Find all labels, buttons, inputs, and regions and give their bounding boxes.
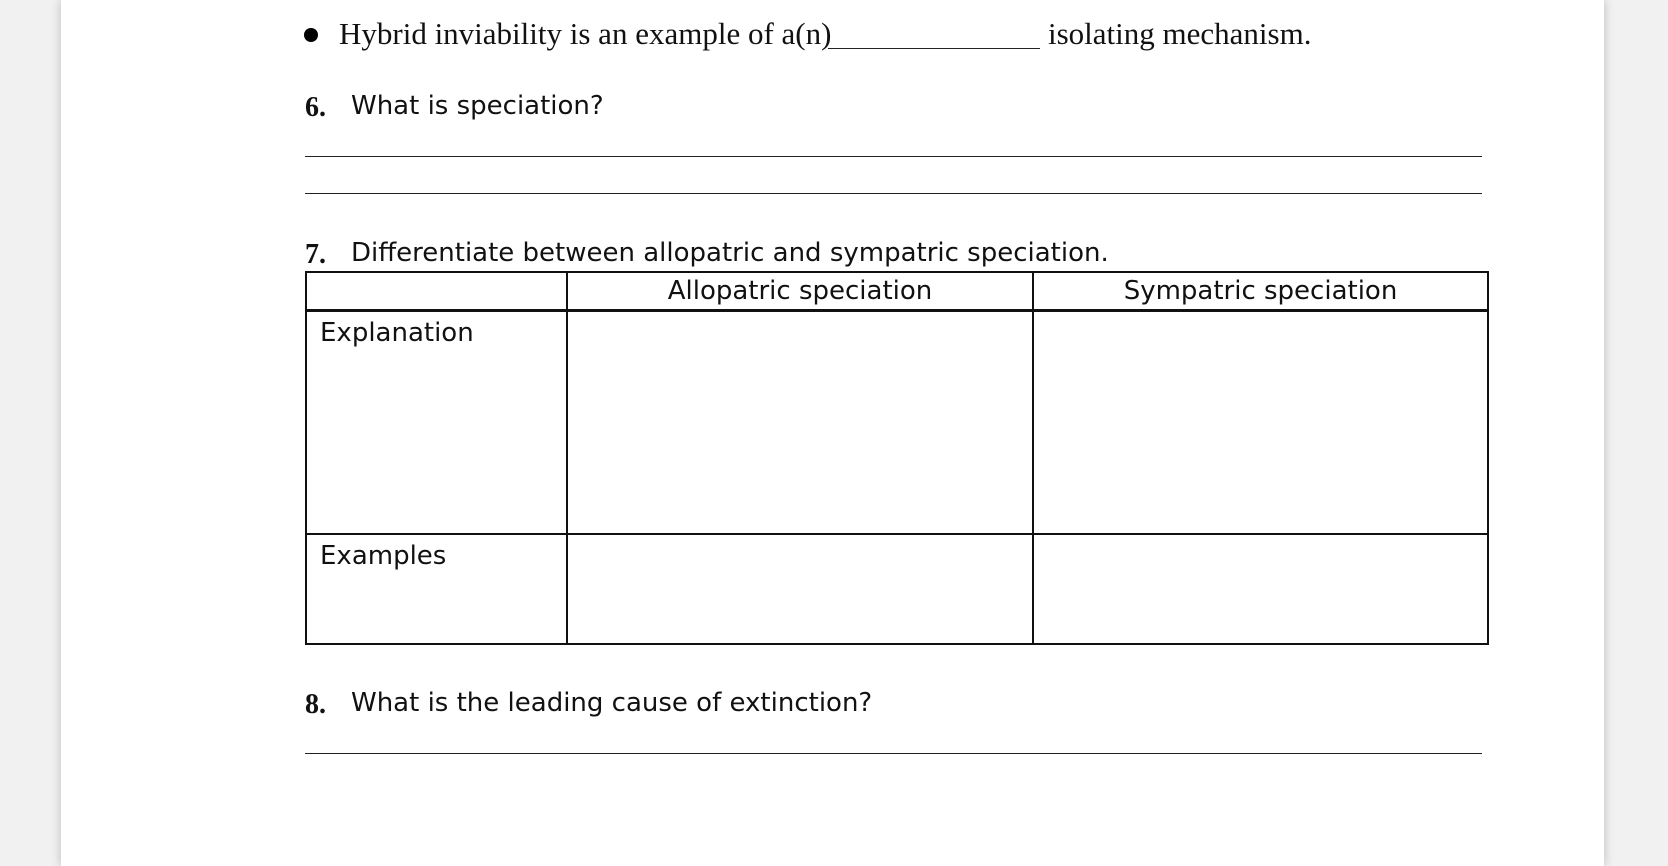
header-sympatric: Sympatric speciation xyxy=(1033,272,1488,311)
cell-examples-allopatric[interactable] xyxy=(567,534,1033,645)
fill-in-blank-line[interactable] xyxy=(828,48,1040,49)
answer-line-q6-1[interactable] xyxy=(305,156,1482,157)
answer-line-q6-2[interactable] xyxy=(305,193,1482,194)
question-8-number: 8. xyxy=(305,689,326,720)
header-empty-cell xyxy=(306,272,567,311)
answer-line-q8-1[interactable] xyxy=(305,753,1482,754)
question-7-number: 7. xyxy=(305,239,326,270)
question-6-text: What is speciation? xyxy=(351,91,604,121)
question-6-number: 6. xyxy=(305,92,326,123)
row-label-examples: Examples xyxy=(306,534,567,645)
document-page xyxy=(61,0,1604,866)
row-label-explanation: Explanation xyxy=(306,311,567,534)
table-row-explanation xyxy=(306,311,1488,534)
cell-examples-sympatric[interactable] xyxy=(1033,534,1488,645)
cell-explanation-allopatric[interactable] xyxy=(567,311,1033,534)
bullet-text-after: isolating mechanism. xyxy=(1048,16,1312,51)
table-header-row xyxy=(306,272,1488,311)
speciation-comparison-table xyxy=(305,271,1489,645)
question-8-text: What is the leading cause of extinction? xyxy=(351,688,873,718)
bullet-point xyxy=(304,28,318,42)
bullet-text-before: Hybrid inviability is an example of a(n) xyxy=(339,16,832,51)
header-allopatric: Allopatric speciation xyxy=(567,272,1033,311)
cell-explanation-sympatric[interactable] xyxy=(1033,311,1488,534)
table-row-examples xyxy=(306,534,1488,645)
question-7-text: Differentiate between allopatric and sympatric speciation. xyxy=(351,238,1109,268)
